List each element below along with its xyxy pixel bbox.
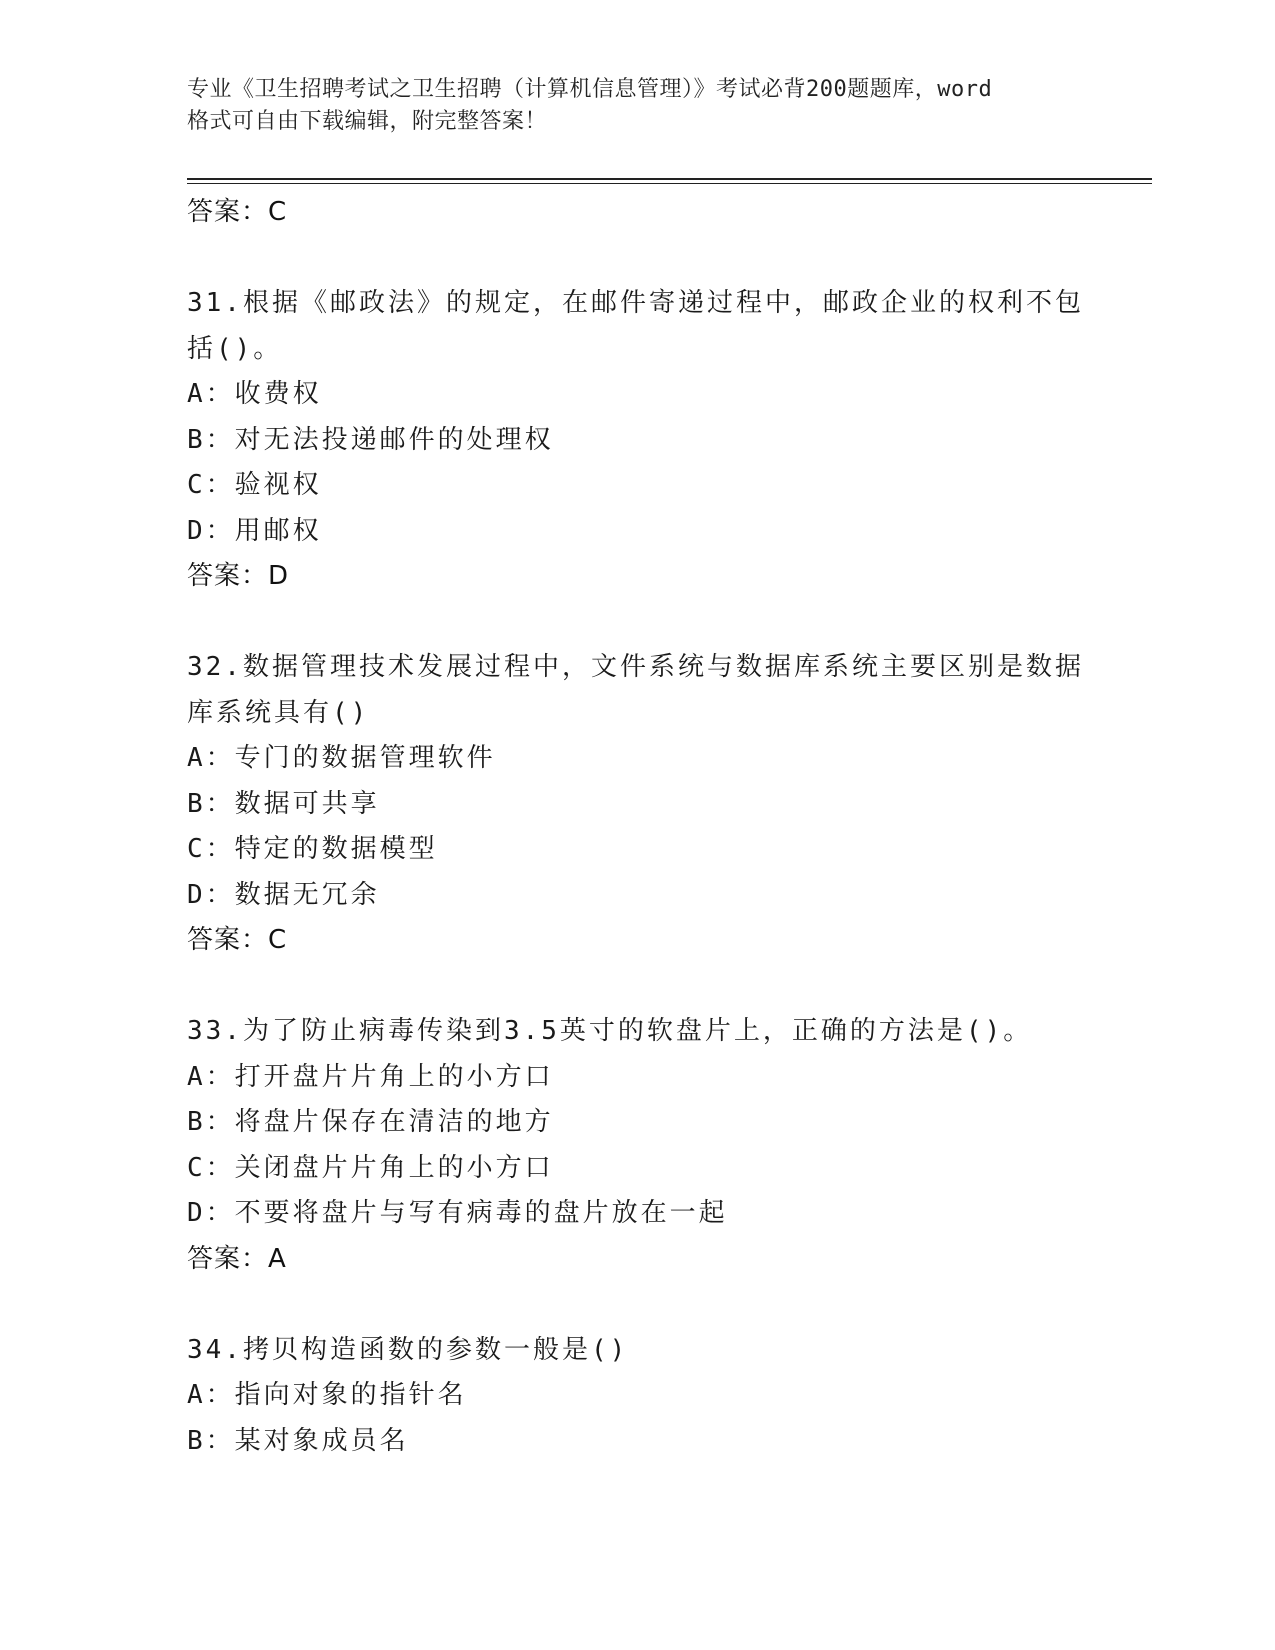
answer-prev: 答案：C [187, 197, 288, 227]
document-header [187, 74, 1087, 138]
question-list [187, 190, 1087, 1464]
option-d: D：数据无冗余 [187, 879, 380, 910]
option-a: A：专门的数据管理软件 [187, 743, 496, 773]
answer: 答案：C [187, 925, 288, 955]
header-divider-thin [187, 183, 1152, 184]
question-stem: 32.数据管理技术发展过程中，文件系统与数据库系统主要区别是数据 [187, 652, 1084, 682]
option-b: B：对无法投递邮件的处理权 [187, 424, 554, 455]
question-stem: 33.为了防止病毒传染到3.5英寸的软盘片上，正确的方法是()。 [187, 1016, 1033, 1046]
option-b: B：数据可共享 [187, 788, 380, 819]
option-c: C：关闭盘片片角上的小方口 [187, 1152, 554, 1183]
option-d: D：用邮权 [187, 515, 322, 546]
question-stem: 括()。 [187, 333, 283, 364]
spacer [187, 1282, 1087, 1328]
option-a: A：收费权 [187, 379, 322, 409]
header-line-2: 格式可自由下载编辑，附完整答案！ [187, 109, 548, 134]
answer: 答案：A [187, 1243, 287, 1274]
question-34 [187, 1328, 1087, 1465]
option-c: C：验视权 [187, 470, 322, 500]
spacer [187, 236, 1087, 282]
header-divider-thick [187, 178, 1152, 180]
question-31 [187, 281, 1087, 600]
spacer [187, 964, 1087, 1010]
option-a: A：指向对象的指针名 [187, 1380, 467, 1410]
question-stem: 库系统具有() [187, 697, 370, 728]
option-b: B：将盘片保存在清洁的地方 [187, 1107, 554, 1137]
spacer [187, 600, 1087, 646]
option-a: A：打开盘片片角上的小方口 [187, 1061, 554, 1092]
question-33 [187, 1009, 1087, 1282]
question-stem: 31.根据《邮政法》的规定，在邮件寄递过程中，邮政企业的权利不包 [187, 288, 1084, 318]
question-32 [187, 645, 1087, 964]
header-line-1: 专业《卫生招聘考试之卫生招聘（计算机信息管理）》考试必背200题题库，word [187, 77, 993, 102]
option-b: B：某对象成员名 [187, 1425, 409, 1456]
answer: 答案：D [187, 561, 290, 591]
option-c: C：特定的数据模型 [187, 834, 438, 864]
question-stem: 34.拷贝构造函数的参数一般是() [187, 1334, 629, 1365]
option-d: D：不要将盘片与写有病毒的盘片放在一起 [187, 1198, 728, 1228]
